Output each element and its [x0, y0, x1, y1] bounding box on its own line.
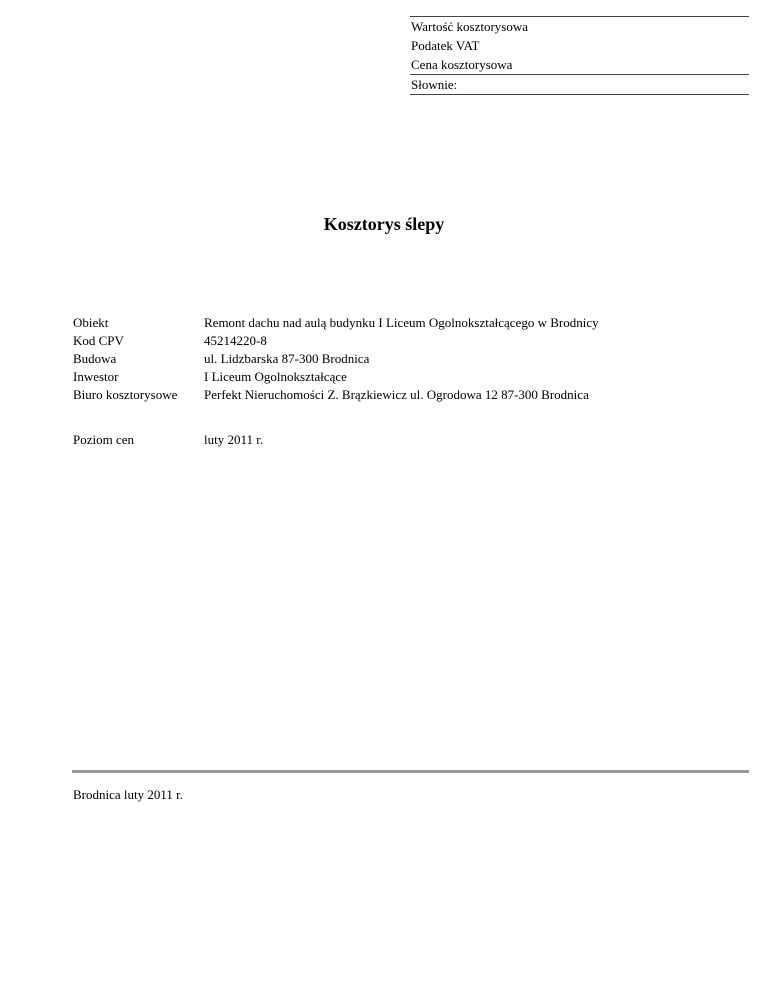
estimated-price-label: Cena kosztorysowa — [410, 55, 749, 75]
in-words-label: Słownie: — [410, 75, 749, 95]
footer-place-date: Brodnica luty 2011 r. — [73, 787, 184, 802]
info-row-cpv — [73, 332, 599, 350]
info-value: I Liceum Ogolnokształcące — [204, 369, 347, 384]
info-value: Perfekt Nieruchomości Z. Brązkiewicz ul. Ogrodowa 12 87-300 Brodnica — [204, 387, 589, 402]
info-label: Obiekt — [73, 315, 109, 330]
info-value: Remont dachu nad aulą budynku I Liceum Ogolnokształcącego w Brodnicy — [204, 315, 599, 330]
info-row-site — [73, 350, 599, 368]
info-label: Budowa — [73, 351, 117, 366]
info-value: 45214220-8 — [204, 333, 267, 348]
info-label: Inwestor — [73, 369, 119, 384]
estimated-value-label: Wartość kosztorysowa — [410, 16, 749, 36]
cost-summary-box — [410, 16, 749, 95]
project-info-table — [73, 314, 599, 404]
price-level-label: Poziom cen — [73, 432, 135, 447]
info-label: Biuro kosztorysowe — [73, 387, 178, 402]
document-title: Kosztorys ślepy — [323, 214, 445, 234]
info-row-office — [73, 386, 599, 404]
info-value: ul. Lidzbarska 87-300 Brodnica — [204, 351, 370, 366]
price-level-value: luty 2011 r. — [204, 432, 264, 447]
price-level-row — [73, 431, 263, 449]
footer-divider — [72, 770, 749, 773]
info-label: Kod CPV — [73, 333, 124, 348]
info-row-investor — [73, 368, 599, 386]
info-row-object — [73, 314, 599, 332]
vat-label: Podatek VAT — [411, 38, 480, 53]
